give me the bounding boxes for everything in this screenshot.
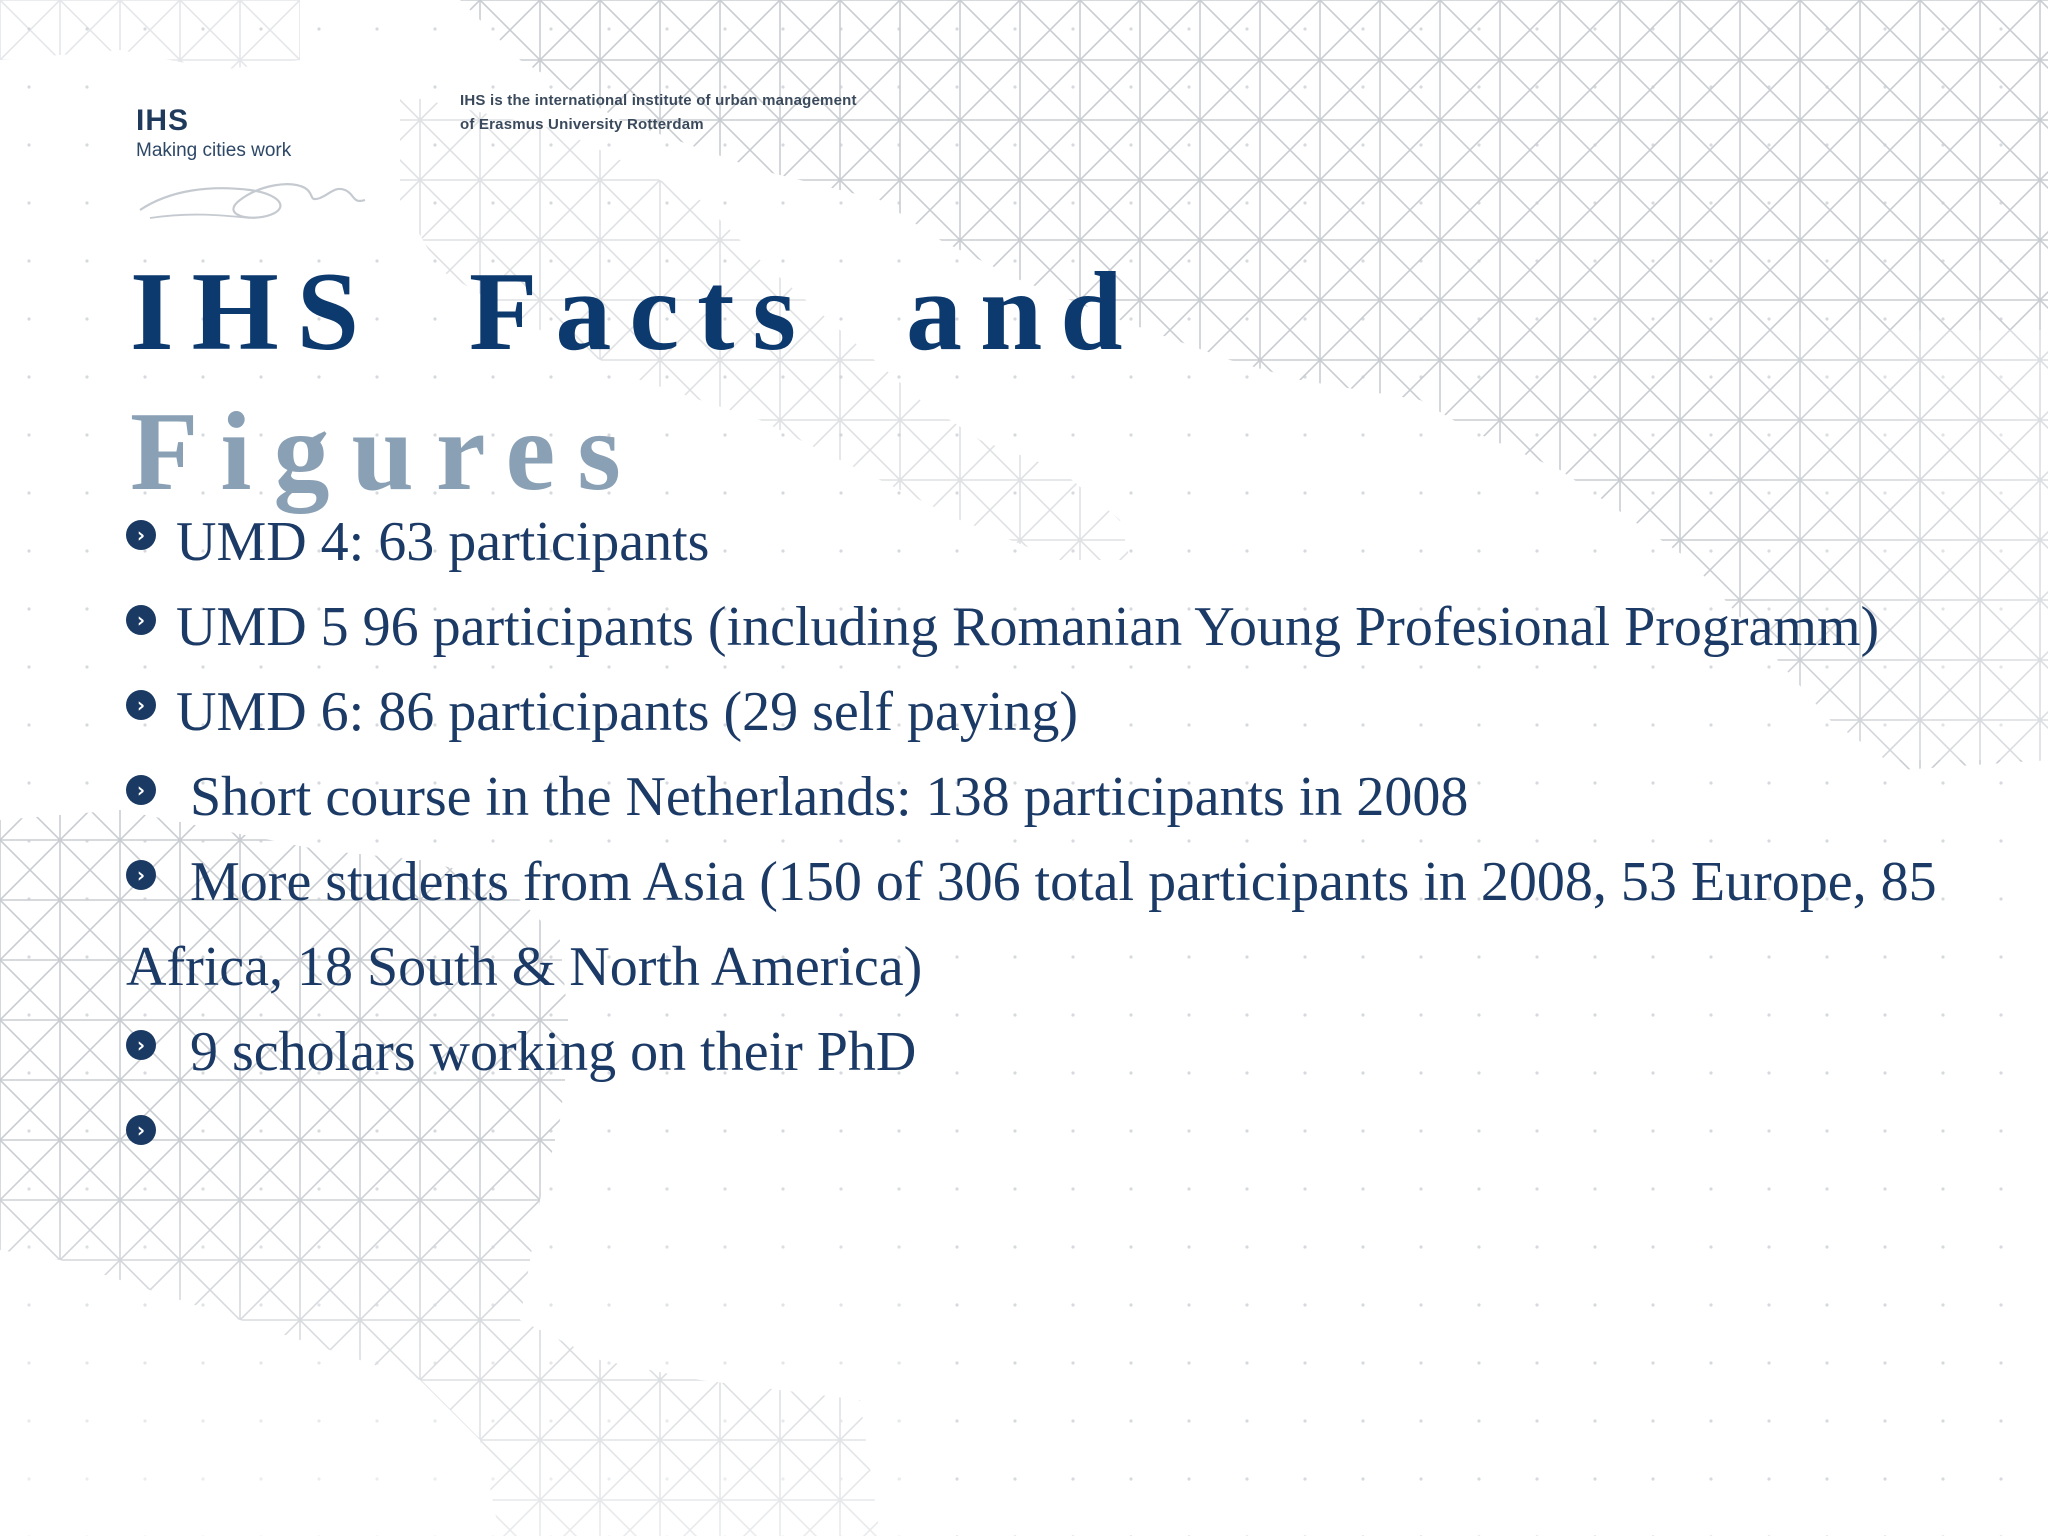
- arrow-right-circle-icon: ›: [126, 520, 156, 550]
- bullet-text: More students from Asia (150 of 306 total participants in 2008, 53 Europe, 85 Africa, 18 South & North America): [126, 851, 1937, 998]
- institute-description-line2: of Erasmus University Rotterdam: [460, 116, 704, 133]
- arrow-right-circle-icon: ›: [126, 1115, 156, 1145]
- list-item: [126, 1095, 1986, 1180]
- arrow-right-circle-icon: ›: [126, 605, 156, 635]
- bullet-text: UMD 5 96 participants (including Romanian Young Profesional Programm): [176, 596, 1880, 658]
- list-item: [126, 755, 1986, 840]
- erasmus-signature-logo: [130, 160, 380, 230]
- list-item: [126, 585, 1986, 670]
- arrow-right-circle-icon: ›: [126, 690, 156, 720]
- slide-title-line2: Figures: [130, 390, 643, 514]
- slide-title-line1: IHS Facts and: [130, 250, 1141, 374]
- list-item: [126, 500, 1986, 585]
- arrow-right-circle-icon: ›: [126, 860, 156, 890]
- list-item: [126, 1010, 1986, 1095]
- arrow-right-circle-icon: ›: [126, 775, 156, 805]
- logo-name: IHS: [136, 104, 190, 137]
- bullet-text: UMD 6: 86 participants (29 self paying): [176, 681, 1079, 743]
- list-item: [126, 670, 1986, 755]
- list-item: [126, 840, 1986, 1010]
- bullet-text: 9 scholars working on their PhD: [176, 1021, 917, 1083]
- logo-tagline: Making cities work: [136, 140, 292, 161]
- bullet-text: Short course in the Netherlands: 138 participants in 2008: [176, 766, 1469, 828]
- bullet-list: [126, 500, 1986, 1180]
- arrow-right-circle-icon: ›: [126, 1030, 156, 1060]
- institute-description-line1: IHS is the international institute of urban management: [460, 92, 857, 109]
- bullet-text: UMD 4: 63 participants: [176, 511, 710, 573]
